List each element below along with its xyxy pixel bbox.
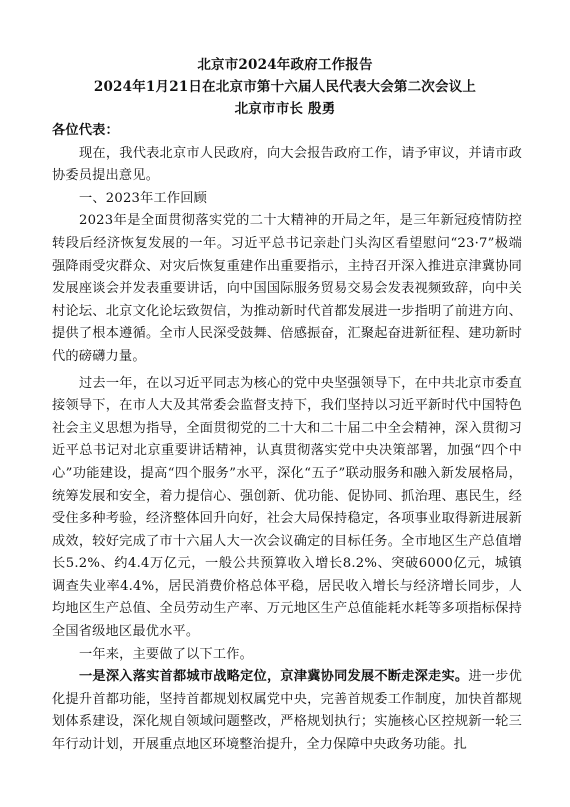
salutation: 各位代表：	[52, 123, 119, 138]
intro-paragraph: 现在，我代表北京市人民政府，向大会报告政府工作，请予审议，并请市政协委员提出意见。	[52, 145, 522, 184]
report-date-venue: 2024年1月21日在北京市第十六届人民代表大会第二次会议上	[93, 79, 477, 95]
report-body	[52, 120, 522, 757]
first-task-text: 进一步优化提升首都功能，坚持首都规划权属党中央，完善首规委工作制度，加快首都规划体系建设，深化规自领域问题整改，严格规划执行；实施核心区控规新一轮三年行动计划，开展重点地区环境整治提升，全力保障中央政务功能。扎	[52, 669, 522, 753]
paragraph-past-year-summary: 过去一年，在以习近平同志为核心的党中央坚强领导下，在中共北京市委直接领导下，在市人大及其常委会监督支持下，我们坚持以习近平新时代中国特色社会主义思想为指导，全面贯彻党的二十大和二十届二中全会精神，深入贯彻习近平总书记对北京重要讲话精神，认真贯彻落实党中央决策部署，加强“四个中心”功能建设，提高“四个服务”水平，深化“五子”联动服务和融入新发展格局，统筹发展和安全，着力提信心、强创新、优功能、促协同、抓治理、惠民生，经受住多种考验，经济整体回升向好，社会大局保持稳定，各项事业取得新进展新成效，较好完成了市十六届人大一次会议确定的目标任务。全市地区生产总值增长5.2%、约4.4万亿元，一般公共预算收入增长8.2%、突破6000亿元，城镇调查失业率4.4%，居民消费价格总体平稳，居民收入增长与经济增长同步，人均地区生产总值、全员劳动生产率、万元地区生产总值能耗水耗等多项指标保持全国省级地区最优水平。	[52, 375, 522, 640]
first-task-heading: 一是深入落实首都城市战略定位，京津冀协同发展不断走深走实。	[79, 669, 469, 685]
paragraph-first-task	[52, 666, 522, 756]
report-title-block	[0, 54, 570, 120]
paragraph-2023-overview: 2023年是全面贯彻落实党的二十大精神的开局之年，是三年新冠疫情防控转段后经济恢复发展的一年。习近平总书记亲赴门头沟区看望慰问“23·7”极端强降雨受灾群众、对灾后恢复重建作出重要指示，主持召开深入推进京津冀协同发展座谈会并发表重要讲话，向中国国际服务贸易交易会发表视频致辞，向中关村论坛、北京文化论坛致贺信，为推动新时代首都发展进一步指明了前进方向、提供了根本遵循。全市人民深受鼓舞、倍感振奋，汇聚起奋进新征程、建功新时代的磅礴力量。	[52, 213, 522, 364]
section-heading: 一、2023年工作回顾	[79, 190, 208, 206]
report-title: 北京市2024年政府工作报告	[197, 57, 373, 73]
paragraph-work-intro: 一年来，主要做了以下工作。	[79, 646, 254, 662]
report-speaker: 北京市市长 殷勇	[234, 101, 336, 117]
